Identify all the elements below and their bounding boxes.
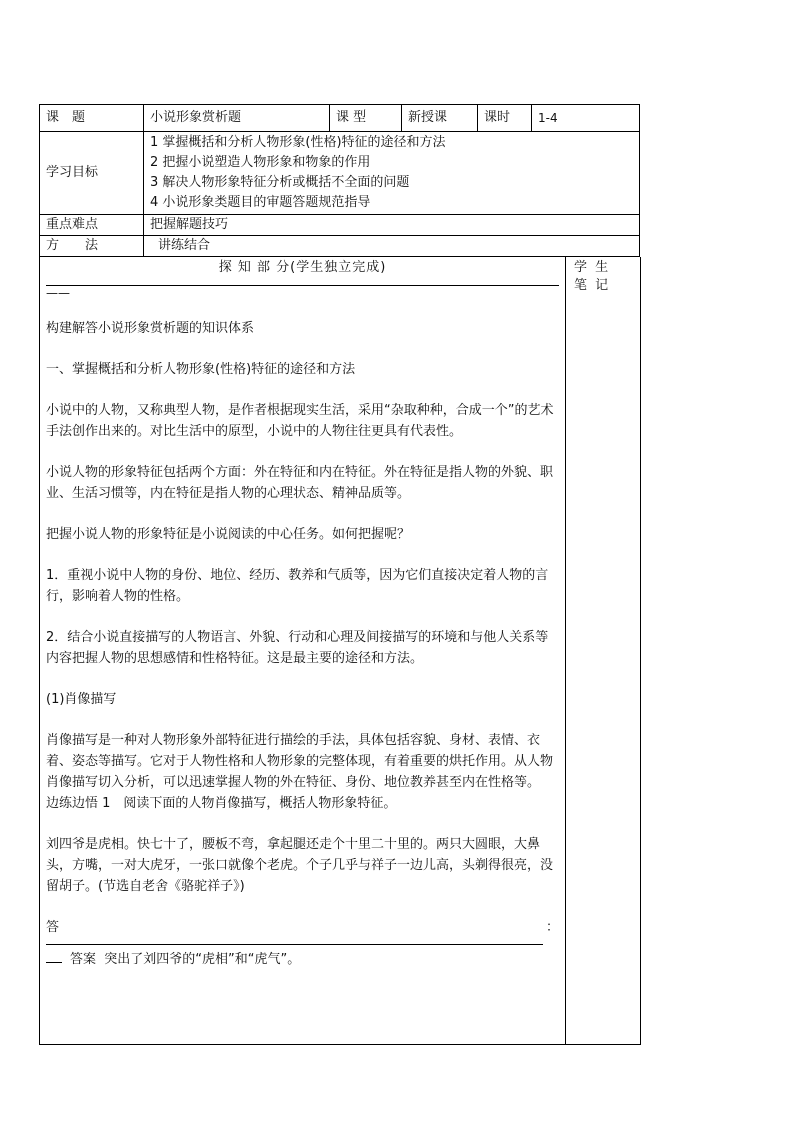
- paragraph: 把握小说人物的形象特征是小说阅读的中心任务。如何把握呢？: [46, 527, 411, 542]
- paragraph: 刘四爷是虎相。快七十了，腰板不弯，拿起腿还走个十里二十里的。两只大圆眼，大鼻头，方嘴，一对大虎牙，一张口就像个老虎。个子几乎与祥子一边儿高，头剃得很亮，没留胡子。(节选自老舍《骆驼祥子》): [46, 837, 554, 894]
- paragraph: 2．结合小说直接描写的人物语言、外貌、行动和心理及间接描写的环境和与他人关系等内容把握人物的思想感情和性格特征。这是最主要的途径和方法。: [46, 630, 549, 666]
- answer-label: 答: [46, 920, 60, 935]
- paragraph: 一、掌握概括和分析人物形象(性格)特征的途径和方法: [46, 362, 356, 377]
- hours-value: 1-4: [532, 105, 640, 132]
- student-notes-column: [566, 257, 640, 1044]
- method-value: 讲练结合: [144, 236, 640, 257]
- content-area: [39, 257, 641, 1045]
- goals-label: 学习目标: [40, 132, 144, 215]
- goal-item: 3 解决人物形象特征分析或概括不全面的问题: [150, 175, 410, 190]
- type-label: 课 型: [330, 105, 402, 132]
- paragraph: 1．重视小说中人物的身份、地位、经历、教养和气质等，因为它们直接决定着人物的言行，影响着人物的性格。: [46, 568, 549, 604]
- header-table: [39, 104, 640, 257]
- main-column: [40, 257, 566, 1044]
- method-label: 方 法: [40, 236, 144, 257]
- answer-key-label: 答案: [70, 952, 97, 967]
- answer-key: [46, 949, 559, 971]
- paragraph: 小说中的人物，又称典型人物，是作者根据现实生活，采用“杂取种种，合成一个”的艺术手法创作出来的。对比生活中的原型，小说中的人物往往更具有代表性。: [46, 403, 554, 439]
- answer-colon: ：: [545, 920, 559, 935]
- answer-key-text: 突出了刘四爷的“虎相”和“虎气”。: [104, 952, 301, 967]
- key-value: 把握解题技巧: [144, 215, 640, 236]
- type-value: 新授课: [402, 105, 478, 132]
- hours-label: 课时: [478, 105, 532, 132]
- lesson-plan: [39, 104, 639, 1045]
- paragraph: 构建解答小说形象赏析题的知识体系: [46, 321, 255, 336]
- answer-blank-line: [46, 944, 543, 945]
- paragraph: (1)肖像描写: [46, 692, 117, 707]
- section-title: 探 知 部 分(学生独立完成): [218, 260, 387, 275]
- goals-list: [144, 132, 640, 215]
- answer-blank: [46, 950, 62, 963]
- topic-value: 小说形象赏析题: [144, 105, 330, 132]
- answer-line: [46, 917, 559, 938]
- key-label: 重点难点: [40, 215, 144, 236]
- notes-label: 学 生 笔 记: [574, 260, 611, 293]
- paragraph: 小说人物的形象特征包括两个方面：外在特征和内在特征。外在特征是指人物的外貌、职业、生活习惯等，内在特征是指人物的心理状态、精神品质等。: [46, 465, 554, 501]
- paragraph: 肖像描写是一种对人物形象外部特征进行描绘的手法，具体包括容貌、身材、表情、衣着、姿态等描写。它对于人物性格和人物形象的完整体现，有着重要的烘托作用。从人物肖像描写切入分析，可以迅速掌握人物的外在特征、身份、地位教养甚至内在性格等。 边练边悟 1 阅读下面的人物肖像描写，概括人物形象特征。: [46, 733, 554, 811]
- goal-item: 4 小说形象类题目的审题答题规范指导: [150, 195, 371, 210]
- trailing-dash: ——: [46, 286, 70, 300]
- goal-item: 2 把握小说塑造人物形象和物象的作用: [150, 155, 371, 170]
- topic-label: 课 题: [40, 105, 144, 132]
- goal-item: 1 掌握概括和分析人物形象(性格)特征的途径和方法: [150, 135, 446, 150]
